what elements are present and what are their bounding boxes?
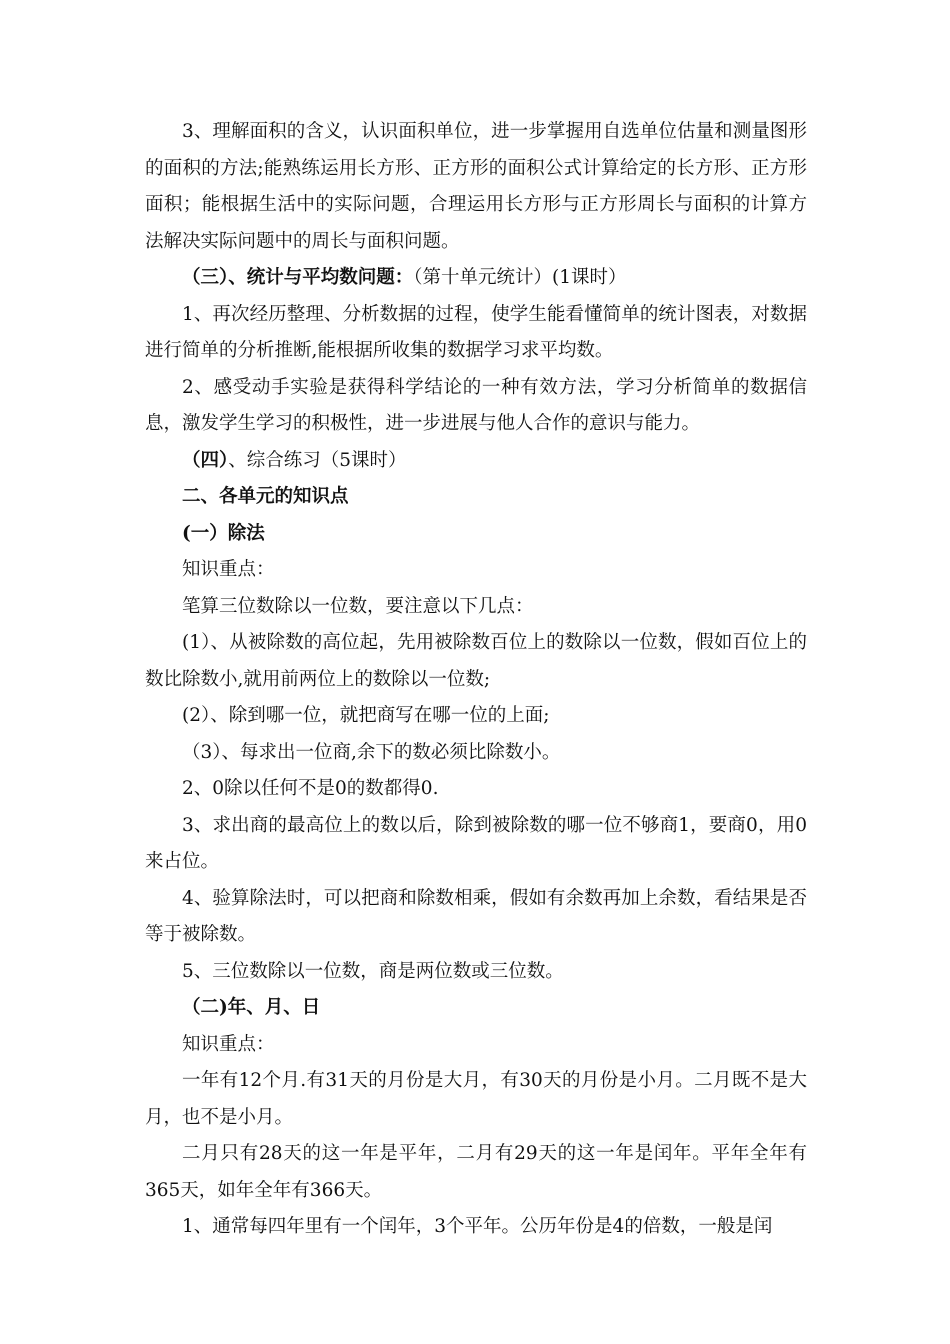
heading-statistics-bold: （三）、统计与平均数问题：	[182, 267, 414, 288]
heading-division: (一）除法	[182, 522, 265, 544]
heading-unit-knowledge-points: 二、各单元的知识点	[182, 486, 349, 507]
paragraph-division-rule-4: 4、验算除法时，可以把商和除数相乘，假如有余数再加上余数，看结果是否等于被除数。	[145, 887, 807, 945]
paragraph-months: 一年有12个月.有31天的月份是大月，有30天的月份是小月。二月既不是大月，也不是小月。	[145, 1070, 807, 1128]
heading-comprehensive-practice	[145, 443, 807, 480]
paragraph-division-point-3: （3）、每求出一位商,余下的数必须比除数小。	[182, 741, 561, 763]
document-page	[145, 114, 807, 1246]
paragraph-division-intro: 笔算三位数除以一位数，要注意以下几点：	[182, 595, 534, 617]
paragraph-division-rule-2: 2、0除以任何不是0的数都得0.	[182, 778, 439, 799]
heading-comprehensive-bold: （四）	[182, 449, 229, 471]
paragraph-leap-year-rule-1: 1、通常每四年里有一个闰年，3个平年。公历年份是4的倍数，一般是闰	[182, 1216, 773, 1237]
heading-statistics-note: （第十单元统计）(1课时）	[413, 267, 627, 288]
paragraph-division-rule-3: 3、求出商的最高位上的数以后，除到被除数的哪一位不够商1，要商0，用0来占位。	[145, 814, 807, 872]
label-knowledge-focus-calendar: 知识重点：	[182, 1033, 275, 1055]
label-knowledge-focus-division: 知识重点：	[182, 559, 275, 580]
heading-year-month-day: （二)年、月、日	[182, 997, 321, 1018]
heading-statistics-section	[145, 260, 807, 297]
heading-comprehensive-note: 、综合练习（5课时）	[228, 449, 407, 471]
paragraph-area-goal-3: 3、理解面积的含义，认识面积单位，进一步掌握用自选单位估量和测量图形的面积的方法;能熟练运用长方形、正方形的面积公式计算给定的长方形、正方形面积；能根据生活中的实际问题，合理运用长方形与正方形周长与面积的计算方法解决实际问题中的周长与面积问题。	[145, 121, 807, 252]
paragraph-statistics-goal-1: 1、再次经历整理、分析数据的过程，使学生能看懂简单的统计图表，对数据进行简单的分析推断,能根据所收集的数据学习求平均数。	[145, 303, 807, 361]
paragraph-statistics-goal-2: 2、感受动手实验是获得科学结论的一种有效方法，学习分析简单的数据信息，激发学生学习的积极性，进一步进展与他人合作的意识与能力。	[145, 376, 807, 434]
paragraph-division-rule-5: 5、三位数除以一位数，商是两位数或三位数。	[182, 960, 564, 982]
paragraph-division-point-2: (2）、除到哪一位，就把商写在哪一位的上面;	[182, 705, 550, 726]
paragraph-division-point-1: (1）、从被除数的高位起，先用被除数百位上的数除以一位数，假如百位上的数比除数小,就用前两位上的数除以一位数;	[145, 632, 807, 690]
paragraph-leap-year: 二月只有28天的这一年是平年，二月有29天的这一年是闰年。平年全年有365天，如年全年有366天。	[145, 1143, 807, 1201]
